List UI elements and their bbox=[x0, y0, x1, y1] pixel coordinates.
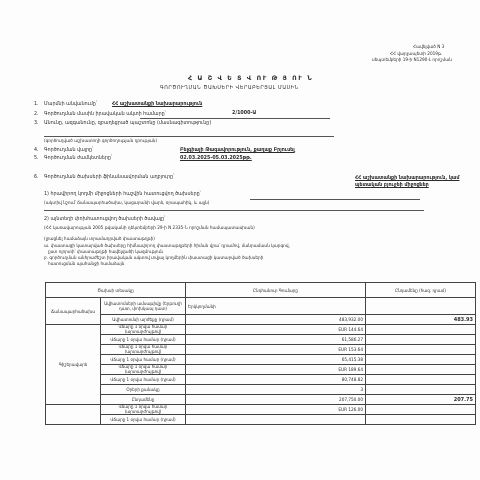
note-q1: 1) հրավիրող կողմի միջոցների հաշվին հատուցվող ծախսերը՝ bbox=[44, 192, 201, 197]
row-tot bbox=[366, 385, 476, 395]
field-3-label: Անունը, ազգանունը, զբաղեցրած պաշտոնը (մասնագիտությունը) bbox=[44, 121, 212, 126]
field-3-num: 3. bbox=[34, 121, 39, 126]
table-row bbox=[46, 395, 476, 405]
notes-divider bbox=[44, 210, 424, 211]
field-4-label: Գործուղման վայրը՝ bbox=[44, 148, 94, 153]
note-q4-b: ըստ ոլորտի՝ փաստաթղթի հավելվածի կազմություն bbox=[48, 249, 164, 254]
row-tot: 483.93 bbox=[366, 315, 476, 325]
row-val bbox=[186, 415, 366, 425]
row-sub: Ավիատոմսի արժեքը (դրամ) bbox=[101, 315, 186, 325]
field-6-num: 6. bbox=[34, 175, 39, 180]
document-title: Հ Ա Շ Վ Ե Տ Վ ՈՒ Թ Յ ՈՒ Ն bbox=[188, 75, 314, 82]
document-subtitle: ԳՈՐԾՈՒՂՄԱՆ ԾԱԽՍԵՐԻ ՎԵՐԱԲԵՐՅԱԼ ՄԱՍԻՆ bbox=[160, 86, 299, 91]
row-val: EUR 153.64 bbox=[186, 345, 366, 355]
header-expense-type: Ծախսի տեսակը bbox=[46, 283, 186, 298]
row-sub: Վճարը 1 օրվա համար (արտարժույթով) bbox=[101, 345, 186, 355]
table-row bbox=[46, 375, 476, 385]
row-tot bbox=[366, 415, 476, 425]
decree-line-1: ՀՀ վարչապետի 2019թ. bbox=[390, 51, 443, 56]
note-q2: 2) այնտեղի փոխհատուցվող ծախսերի ծավալը՝ bbox=[44, 217, 166, 222]
note-q4-c: բ. գործուղման անհրաժեշտ իրավական ակտով տվյալ կողմերին փաստացի կատարված ծախսերի bbox=[44, 255, 264, 260]
table-row bbox=[46, 405, 476, 415]
table-row bbox=[46, 355, 476, 365]
field-6-label: Գործուղման ծախսերի ֆինանսավորման աղբյուրը՝ bbox=[44, 175, 175, 180]
expense-table bbox=[45, 282, 476, 425]
table-row bbox=[46, 315, 476, 325]
table-row bbox=[46, 298, 476, 315]
row-tot bbox=[366, 335, 476, 345]
row-sub: Վճարը 1 օրվա համար (արտարժույթով) bbox=[101, 365, 186, 375]
table-row bbox=[46, 325, 476, 335]
row-tot bbox=[366, 355, 476, 365]
field-1-num: 1. bbox=[34, 102, 39, 107]
group-lodging: Գիշերավարձ bbox=[46, 325, 101, 405]
decree-line-2: սեպտեմբերի 19-ի N1290-Լ որոշման bbox=[372, 57, 452, 62]
row-sub: Վճարը 1 օրվա համար (դրամ) bbox=[101, 355, 186, 365]
appendix-label: Հավելված N 3 bbox=[413, 44, 445, 49]
row-tot bbox=[366, 298, 476, 315]
row-val: 80,748.82 bbox=[186, 375, 366, 385]
row-val: EUR 126.00 bbox=[186, 405, 366, 415]
table-row bbox=[46, 415, 476, 425]
row-val: EUR 144.64 bbox=[186, 325, 366, 335]
field-2-num: 2. bbox=[34, 112, 39, 117]
row-sub: Վճարը 1 օրվա համար (դրամ) bbox=[101, 335, 186, 345]
table-header-row bbox=[46, 283, 476, 298]
header-total-thousand: Ընդամենը (հազ. դրամ) bbox=[366, 283, 476, 298]
field-5-value: 02.03.2025-05.03.2025թթ. bbox=[180, 156, 252, 161]
field-3-hint: (գործուղված աշխատողի գործողության դրության) bbox=[44, 138, 158, 143]
field-1-label: Մարմնի անվանումը՝ bbox=[44, 102, 97, 107]
row-sub: Օրերի քանակը bbox=[101, 385, 186, 395]
note-q1-hint: (ակտիվ նշում՝ ճանապարհածախս, կացարանի վարձ, օրապահիկ, և այլն) bbox=[44, 200, 210, 205]
row-tot bbox=[366, 365, 476, 375]
row-val: 65,415.38 bbox=[186, 355, 366, 365]
field-6-value: ՀՀ աշխատանքի նախարարություն, կամ պետական բյուջեի միջոցներ bbox=[355, 176, 460, 188]
row-val: 61,586.27 bbox=[186, 335, 366, 345]
field-2-value: 2/1000-Ա bbox=[232, 111, 257, 116]
field-5-label: Գործուղման ժամկետները՝ bbox=[44, 156, 113, 161]
row-tot bbox=[366, 345, 476, 355]
group-empty bbox=[46, 405, 101, 425]
row-tot bbox=[366, 325, 476, 335]
table-row bbox=[46, 345, 476, 355]
row-sub: Ընդամենը bbox=[101, 395, 186, 405]
note-q3: (լրացնել համաձայն տրամադրված փաստաթղթի) bbox=[44, 236, 155, 241]
group-travel: Ճանապարհածախս bbox=[46, 298, 101, 325]
table-row bbox=[46, 365, 476, 375]
table-row bbox=[46, 335, 476, 345]
field-4-value: Բելգիայի Թագավորություն, քաղաք Բրյուսել bbox=[180, 148, 295, 153]
row-val: 483,932.00 bbox=[186, 315, 366, 325]
field-4-num: 4. bbox=[34, 148, 39, 153]
table-row bbox=[46, 385, 476, 395]
field-2-underline bbox=[140, 118, 330, 119]
field-5-num: 5. bbox=[34, 156, 39, 161]
row-sub: Ավիատոմսերի ամսաթիվը (երթուղի դատ, փոխկապ դատ) bbox=[101, 298, 186, 315]
note-q4-d: հատուցման պահանջի համաձայն bbox=[48, 261, 125, 266]
row-sub: Վճարը 1 օրվա համար (դրամ) bbox=[101, 415, 186, 425]
note-q4-a: ա. փաստացի կատարված ծախսերը հիմնավորող փաստաթղթերի հիման վրա՝ դրամով, մանրամասն կարգով, bbox=[44, 243, 290, 248]
note-q1-underline bbox=[250, 199, 420, 200]
row-val: EUR 189.64 bbox=[186, 365, 366, 375]
row-sub: Վճարը 1 օրվա համար (արտարժույթով) bbox=[101, 405, 186, 415]
row-val: 3 bbox=[186, 385, 366, 395]
row-tot bbox=[366, 375, 476, 385]
header-total-amount: Ընդհանուր Գումարը bbox=[186, 283, 366, 298]
field-1-value: ՀՀ աշխատանքի նախարարություն bbox=[112, 102, 203, 107]
row-tot: 207.75 bbox=[366, 395, 476, 405]
field-2-label: Գործուղման մասին իրավական ակտի համարը՝ bbox=[44, 112, 166, 117]
row-val: 207,750.00 bbox=[186, 395, 366, 405]
row-val: Երկկողմանի bbox=[186, 298, 366, 315]
note-q2-hint: (ՀՀ կառավարության 2005 թվականի դեկտեմբերի 29-ի N 2335-Ն որոշման համապատասխան) bbox=[44, 225, 255, 230]
field-3-underline bbox=[44, 136, 334, 137]
row-sub: Վճարը 1 օրվա համար (արտարժույթով) bbox=[101, 325, 186, 335]
row-tot bbox=[366, 405, 476, 415]
row-sub: Վճարը 1 օրվա համար (դրամ) bbox=[101, 375, 186, 385]
